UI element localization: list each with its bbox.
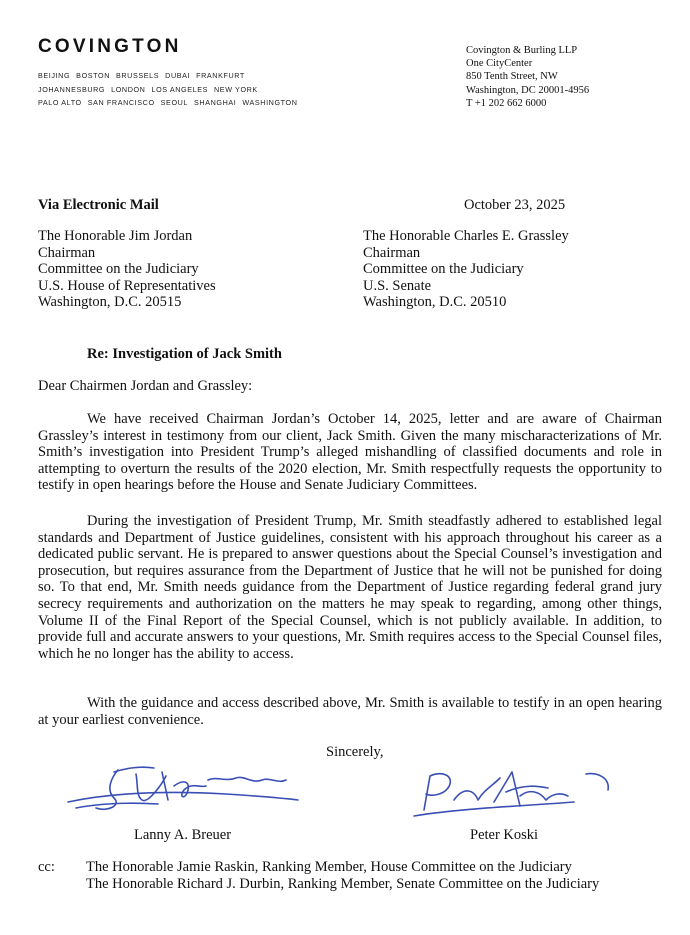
- office: WASHINGTON: [242, 98, 298, 107]
- office: NEW YORK: [214, 84, 258, 94]
- signature-breuer: [66, 760, 306, 820]
- firm-address: [466, 44, 589, 110]
- office: LONDON: [111, 84, 146, 94]
- firm-logo: COVINGTON: [38, 36, 182, 57]
- recipient-line: Chairman: [38, 244, 96, 261]
- office: BOSTON: [76, 71, 110, 80]
- office-row-2: [38, 83, 304, 97]
- office: DUBAI: [165, 71, 191, 80]
- recipient-line: U.S. House of Representatives: [38, 277, 216, 294]
- address-line: Covington & Burling LLP: [466, 45, 578, 56]
- office: JOHANNESBURG: [38, 84, 106, 94]
- recipient-right: [363, 228, 569, 311]
- office-row-3: [38, 96, 304, 110]
- signature-koski: [404, 766, 624, 826]
- recipient-line: Committee on the Judiciary: [38, 261, 199, 278]
- address-line: One CityCenter: [466, 58, 533, 70]
- recipient-left: [38, 228, 216, 311]
- office: SEOUL: [160, 98, 189, 107]
- office: SAN FRANCISCO: [87, 98, 155, 107]
- recipient-line: U.S. Senate: [363, 277, 432, 294]
- salutation: Dear Chairmen Jordan and Grassley:: [38, 378, 253, 394]
- cc-list: [86, 859, 599, 892]
- recipient-line: Washington, D.C. 20515: [38, 294, 182, 311]
- office: PALO ALTO: [38, 98, 82, 107]
- office: LOS ANGELES: [151, 84, 209, 94]
- letter-date: October 23, 2025: [464, 197, 566, 213]
- office: BEIJING: [38, 71, 71, 80]
- signatory-breuer: Lanny A. Breuer: [134, 827, 232, 843]
- recipient-line: Washington, D.C. 20510: [363, 294, 507, 311]
- closing: Sincerely,: [326, 744, 384, 760]
- body-paragraph-1: We have received Chairman Jordan’s October 14, 2025, letter and are aware of Chairman Grassley’s interest in testimony from our client, Jack Smith. Given the many mischaracterizations of Mr. Smith’s investigation into President Trump’s alleged mishandling of classified documents and role in attempting to overturn the results of the 2020 election, Mr. Smith respectfully requests the opportunity to testify in open hearings before the House and Senate Judiciary Committees.: [38, 411, 662, 494]
- recipient-line: Chairman: [363, 244, 421, 261]
- address-line: Washington, DC 20001-4956: [466, 84, 590, 96]
- signatory-koski: Peter Koski: [470, 827, 539, 843]
- delivery-method: Via Electronic Mail: [38, 197, 159, 213]
- cc-label: cc:: [38, 859, 55, 875]
- body-paragraph-3: With the guidance and access described above, Mr. Smith is available to testify in an open hearing at your earliest convenience.: [38, 695, 662, 728]
- phone-line: T +1 202 662 6000: [466, 97, 547, 109]
- subject-line: Re: Investigation of Jack Smith: [87, 346, 282, 362]
- body-paragraph-2: During the investigation of President Trump, Mr. Smith steadfastly adhered to established legal standards and Department of Justice guidelines, consistent with his approach throughout his career as a dedicated public servant. He is prepared to answer questions about the Special Counsel’s investigation and prosecution, but requires assurance from the Department of Justice that he will not be punished for doing so. To that end, Mr. Smith needs guidance from the Department of Justice regarding federal grand jury secrecy requirements and authorization on the matters he may speak to regarding, among other things, Volume II of the Final Report of the Special Counsel, which is not publicly available. In addition, to provide full and accurate answers to your questions, Mr. Smith requires access to the Special Counsel files, which he no longer has the ability to access.: [38, 513, 662, 662]
- recipient-line: The Honorable Jim Jordan: [38, 228, 193, 244]
- cc-recipient: The Honorable Jamie Raskin, Ranking Member, House Committee on the Judiciary: [86, 859, 572, 875]
- office-row-1: [38, 69, 304, 83]
- recipient-line: The Honorable Charles E. Grassley: [363, 228, 569, 244]
- recipient-line: Committee on the Judiciary: [363, 261, 524, 278]
- office-list: [38, 69, 304, 110]
- office: SHANGHAI: [194, 98, 237, 107]
- office: FRANKFURT: [196, 71, 245, 80]
- cc-recipient: The Honorable Richard J. Durbin, Ranking Member, Senate Committee on the Judiciary: [86, 875, 600, 892]
- address-line: 850 Tenth Street, NW: [466, 71, 558, 83]
- office: BRUSSELS: [116, 71, 160, 80]
